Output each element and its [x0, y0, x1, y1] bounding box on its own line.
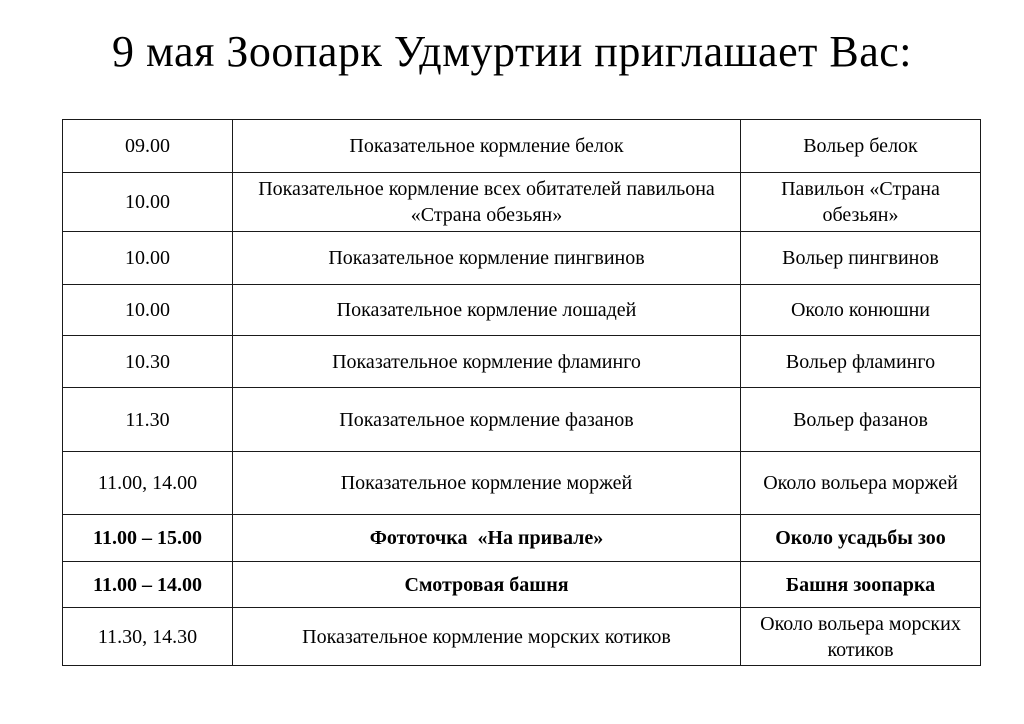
event-cell: Показательное кормление белок	[233, 120, 741, 173]
table-row	[63, 515, 981, 562]
table-row	[63, 285, 981, 336]
table-row	[63, 232, 981, 285]
event-cell: Фототочка «На привале»	[233, 515, 741, 562]
schedule-table	[62, 119, 981, 666]
event-cell: Показательное кормление фламинго	[233, 336, 741, 388]
place-cell: Башня зоопарка	[741, 562, 981, 608]
table-row	[63, 608, 981, 666]
event-cell: Показательное кормление морских котиков	[233, 608, 741, 666]
page-title: 9 мая Зоопарк Удмуртии приглашает Вас:	[112, 27, 912, 76]
time-cell: 11.00 – 14.00	[63, 562, 233, 608]
time-cell: 11.30, 14.30	[63, 608, 233, 666]
time-cell: 11.00, 14.00	[63, 452, 233, 515]
table-row	[63, 173, 981, 232]
table-row	[63, 336, 981, 388]
event-cell: Показательное кормление лошадей	[233, 285, 741, 336]
event-cell: Показательное кормление пингвинов	[233, 232, 741, 285]
place-cell: Павильон «Страна обезьян»	[741, 173, 981, 232]
time-cell: 11.00 – 15.00	[63, 515, 233, 562]
place-cell: Около вольера моржей	[741, 452, 981, 515]
time-cell: 10.30	[63, 336, 233, 388]
place-cell: Около вольера морских котиков	[741, 608, 981, 666]
time-cell: 09.00	[63, 120, 233, 173]
table-row	[63, 452, 981, 515]
place-cell: Вольер пингвинов	[741, 232, 981, 285]
table-row	[63, 120, 981, 173]
event-cell: Показательное кормление фазанов	[233, 388, 741, 452]
time-cell: 10.00	[63, 285, 233, 336]
place-cell: Около конюшни	[741, 285, 981, 336]
table-row	[63, 562, 981, 608]
event-cell: Показательное кормление всех обитателей павильона «Страна обезьян»	[233, 173, 741, 232]
event-cell: Смотровая башня	[233, 562, 741, 608]
place-cell: Вольер белок	[741, 120, 981, 173]
place-cell: Вольер фазанов	[741, 388, 981, 452]
table-row	[63, 388, 981, 452]
place-cell: Вольер фламинго	[741, 336, 981, 388]
time-cell: 10.00	[63, 232, 233, 285]
time-cell: 10.00	[63, 173, 233, 232]
event-cell: Показательное кормление моржей	[233, 452, 741, 515]
place-cell: Около усадьбы зоо	[741, 515, 981, 562]
time-cell: 11.30	[63, 388, 233, 452]
